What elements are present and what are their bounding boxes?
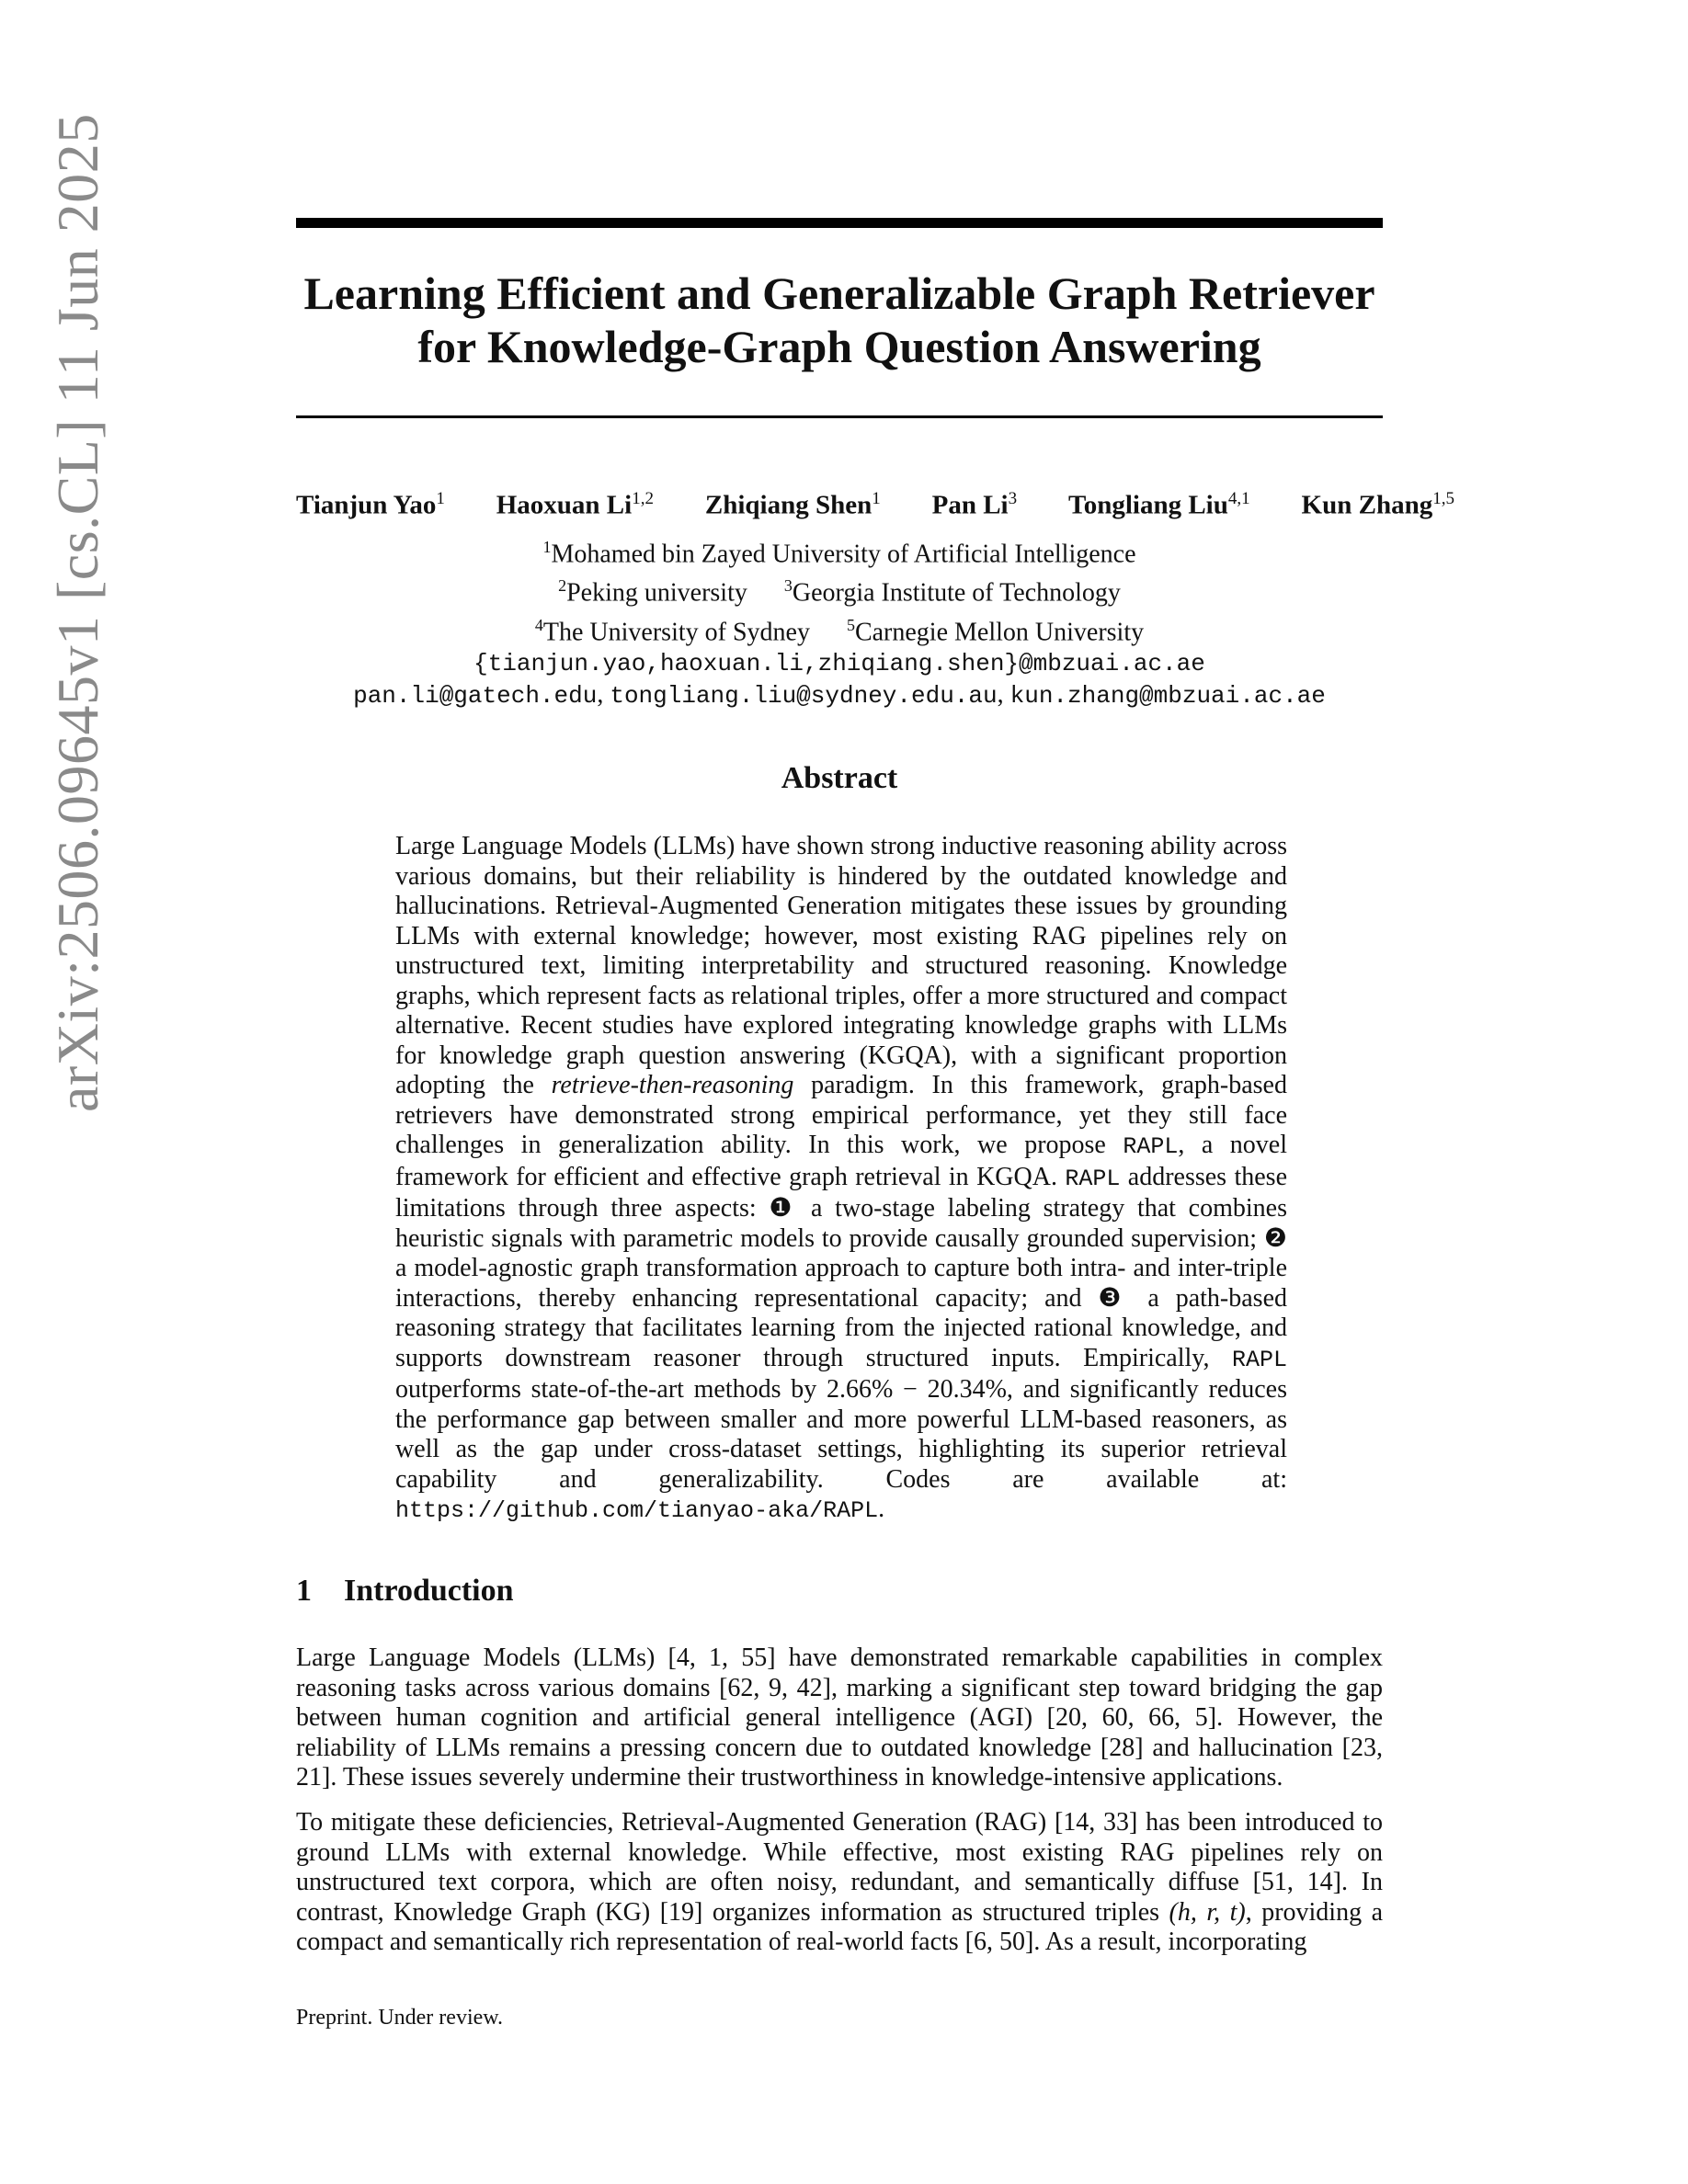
paper-title [296, 267, 1383, 373]
affiliations [296, 531, 1383, 711]
author: Tianjun Yao$^1$ [296, 489, 445, 520]
email-address[interactable]: pan.li@gatech.edu [353, 681, 598, 710]
author-list [296, 489, 1454, 521]
affiliation-row: $^4$The University of Sydney $^5$Carnegie Mellon University [534, 615, 1145, 646]
abstract-heading: Abstract [781, 761, 898, 795]
author: Haoxuan Li$^{1,2}$ [496, 489, 654, 520]
section-heading-introduction [296, 1574, 514, 1609]
improvement-range: 2.66% − 20.34% [827, 1375, 1007, 1404]
affiliation-row: $^2$Peking university $^3$Georgia Institute of Technology [558, 576, 1121, 608]
code-link[interactable]: https://github.com/tianyao-aka/RAPL [395, 1497, 879, 1524]
marker-three-icon: ❸ [1098, 1283, 1132, 1313]
arxiv-identifier: arXiv:2506.09645v1 [cs.CL] 11 Jun 2025 [45, 113, 110, 1112]
affiliation-row: $^1$Mohamed bin Zayed University of Artificial Intelligence [542, 538, 1136, 569]
title-bottom-rule [296, 415, 1383, 418]
section-title: Introduction [344, 1574, 514, 1608]
intro-paragraph: To mitigate these deficiencies, Retrieval-Augmented Generation (RAG) [14, 33] has been introduced to ground LLMs with external knowledge. While effective, most existing RAG pipelines rely on unstructured text corpora, which are often noisy, redundant, and semantically diffuse [51, 14]. In contrast, Knowledge Graph (KG) [19] organizes information as structured triples (h, r, t), providing a compact and semantically rich representation of real-world facts [6, 50]. As a result, incorporating [296, 1808, 1383, 1956]
email-line: pan.li@gatech.edu, tongliang.liu@sydney.edu.au, kun.zhang@mbzuai.ac.ae [353, 679, 1326, 710]
email-address[interactable]: kun.zhang@mbzuai.ac.ae [1009, 681, 1326, 710]
marker-one-icon: ❶ [769, 1194, 799, 1223]
section-number: 1 [296, 1574, 312, 1608]
title-line-1: Learning Efficient and Generalizable Graph Retriever [303, 267, 1375, 319]
intro-paragraph: Large Language Models (LLMs) [4, 1, 55] have demonstrated remarkable capabilities in complex reasoning tasks across various domains [62, 9, 42], marking a significant step toward bridging the gap between human cognition and artificial general intelligence (AGI) [20, 60, 66, 5]. However, the reliability of LLMs remains a pressing concern due to outdated knowledge [28] and hallucination [23, 21]. These issues severely undermine their trustworthiness in knowledge-intensive applications. [296, 1644, 1383, 1792]
preprint-footnote: Preprint. Under review. [296, 2006, 504, 2030]
author: Zhiqiang Shen$^1$ [704, 489, 881, 520]
paradigm-term: retrieve-then-reasoning [551, 1071, 794, 1099]
marker-two-icon: ❷ [1263, 1223, 1287, 1253]
title-top-rule [296, 218, 1383, 228]
method-name: RAPL [1123, 1133, 1179, 1160]
triple-notation: (h, r, t) [1169, 1897, 1246, 1927]
method-name: RAPL [1231, 1346, 1287, 1373]
author: Kun Zhang$^{1,5}$ [1301, 489, 1454, 520]
email-address[interactable]: tongliang.liu@sydney.edu.au [610, 681, 998, 710]
abstract-body: Large Language Models (LLMs) have shown strong inductive reasoning ability across various domains, but their reliability is hindered by the outdated knowledge and hallucinations. Retrieval-Augmented Generation mitigates these issues by grounding LLMs with external knowledge; however, most existing RAG pipelines rely on unstructured text, limiting interpretability and structured reasoning. Knowledge graphs, which represent facts as relational triples, offer a more structured and compact alternative. Recent studies have explored integrating knowledge graphs with LLMs for knowledge graph question answering (KGQA), with a significant proportion adopting the retrieve-then-reasoning paradigm. In this framework, graph-based retrievers have demonstrated strong empirical performance, yet they still face challenges in generalization ability. In this work, we propose RAPL, a novel framework for efficient and effective graph retrieval in KGQA. RAPL addresses these limitations through three aspects: ❶ a two-stage labeling strategy that combines heuristic signals with parametric models to provide causally grounded supervision; ❷ a model-agnostic graph transformation approach to capture both intra- and inter-triple interactions, thereby enhancing representational capacity; and ❸ a path-based reasoning strategy that facilitates learning from the injected rational knowledge, and supports downstream reasoner through structured inputs. Empirically, RAPL outperforms state-of-the-art methods by 2.66% − 20.34%, and significantly reduces the performance gap between smaller and more powerful LLM-based reasoners, as well as the gap under cross-dataset settings, highlighting its superior retrieval capability and generalizability. Codes are available at: https://github.com/tianyao-aka/RAPL. [395, 832, 1288, 1524]
email-line: {tianjun.yao,haoxuan.li,zhiqiang.shen}@mbzuai.ac.ae [473, 649, 1205, 677]
author: Tongliang Liu$^{4,1}$ [1068, 489, 1250, 520]
author: Pan Li$^3$ [931, 489, 1018, 520]
method-name: RAPL [1065, 1165, 1121, 1192]
title-line-2: for Knowledge-Graph Question Answering [417, 321, 1261, 372]
